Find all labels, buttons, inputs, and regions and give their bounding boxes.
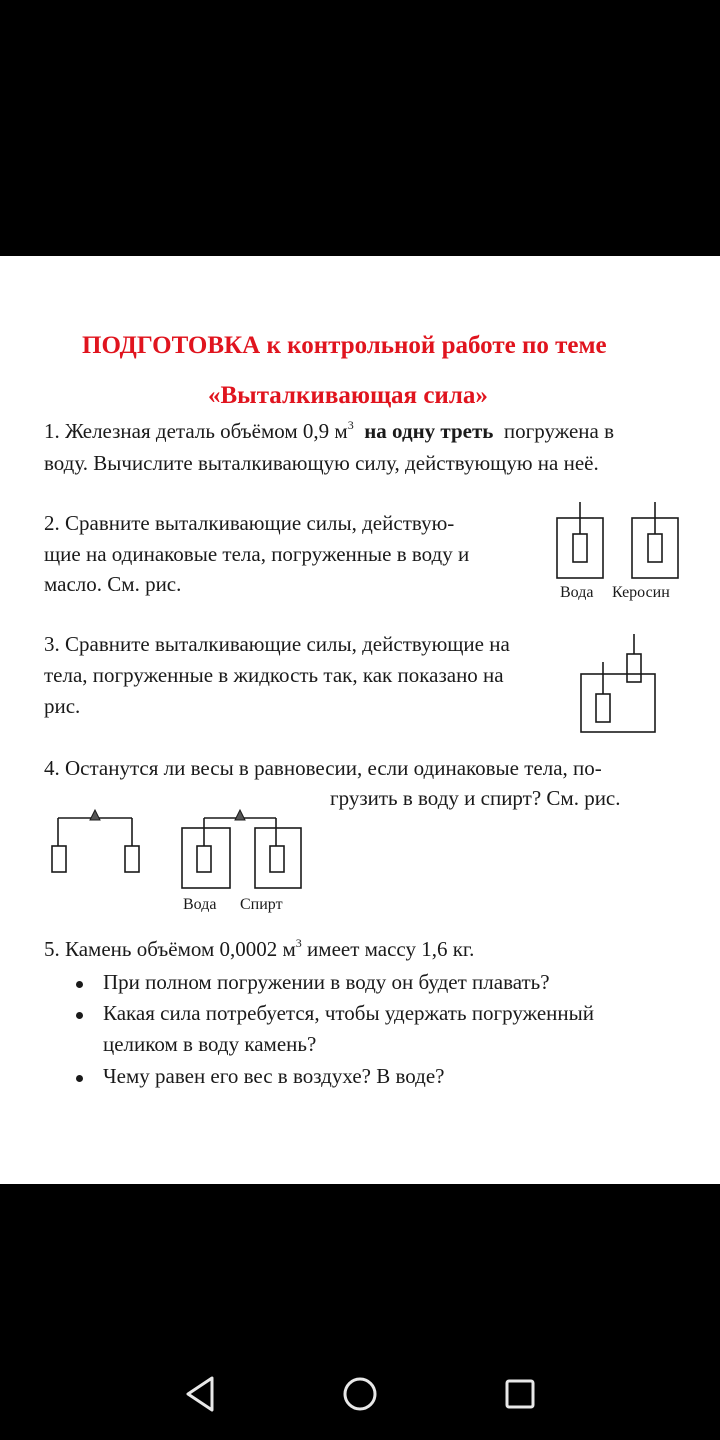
right-body [125,846,139,872]
body-in-alcohol [270,846,284,872]
page-title-line2: «Выталкивающая сила» [208,382,488,409]
balance-fulcrum [235,810,245,820]
q4-label-alcohol: Спирт [240,896,283,913]
q5-bullet-2-cont: целиком в воду камень? [103,1032,317,1056]
page-title-line1: ПОДГОТОВКА к контрольной работе по теме [82,332,607,359]
q2-label-water: Вода [560,584,594,601]
balance-fulcrum [90,810,100,820]
q3-line3: рис. [44,694,81,718]
q1-sup: 3 [347,418,354,432]
q3-body-submerged [596,694,610,722]
kerosene-body [648,534,662,562]
q3-body-floating [627,654,641,682]
q2-label-kerosene: Керосин [612,584,670,601]
q2-line3: масло. См. рис. [44,572,182,596]
q1-line1 [44,416,614,447]
q3-line1: 3. Сравните выталкивающие силы, действующие на [44,632,510,656]
document-page [0,256,720,1184]
navigation-bar [0,1352,720,1440]
q1-bold-text: на одну треть [364,419,494,443]
q5-text-a: 5. Камень объёмом 0,0002 м [44,937,296,961]
water-vessel [182,828,230,888]
bullet-2 [76,1012,83,1019]
body-in-water [197,846,211,872]
q4-label-water: Вода [183,896,217,913]
q1-text-b: погружена в [503,419,614,443]
home-icon[interactable] [336,1370,384,1418]
water-body [573,534,587,562]
bullet-1 [76,981,83,988]
q5-bullet-2: Какая сила потребуется, чтобы удержать погруженный [103,1001,594,1025]
recents-icon[interactable] [496,1370,544,1418]
q5-line1 [44,934,474,965]
alcohol-vessel [255,828,301,888]
q2-figure [550,500,690,582]
q5-bullet-1: При полном погружении в воду он будет плавать? [103,970,550,994]
q1-line2: воду. Вычислите выталкивающую силу, действующую на неё. [44,451,599,475]
bullet-3 [76,1075,83,1082]
q5-sup: 3 [295,936,302,950]
back-icon[interactable] [176,1370,224,1418]
q2-line2: щие на одинаковые тела, погруженные в воду и [44,542,470,566]
q1-text-a: 1. Железная деталь объёмом 0,9 м [44,419,348,443]
q4-line1: 4. Останутся ли весы в равновесии, если одинаковые тела, по- [44,756,602,780]
q3-line2: тела, погруженные в жидкость так, как показано на [44,663,504,687]
q5-text-b: имеет массу 1,6 кг. [307,937,475,961]
q2-line1: 2. Сравните выталкивающие силы, действую- [44,511,455,535]
q4-line2: грузить в воду и спирт? См. рис. [330,786,621,810]
q3-vessel [581,674,655,732]
left-body [52,846,66,872]
q5-bullet-3: Чему равен его вес в воздухе? В воде? [103,1064,445,1088]
q4-figure-liquids [178,808,306,892]
q4-figure-air [48,808,144,876]
q3-figure [578,632,660,736]
